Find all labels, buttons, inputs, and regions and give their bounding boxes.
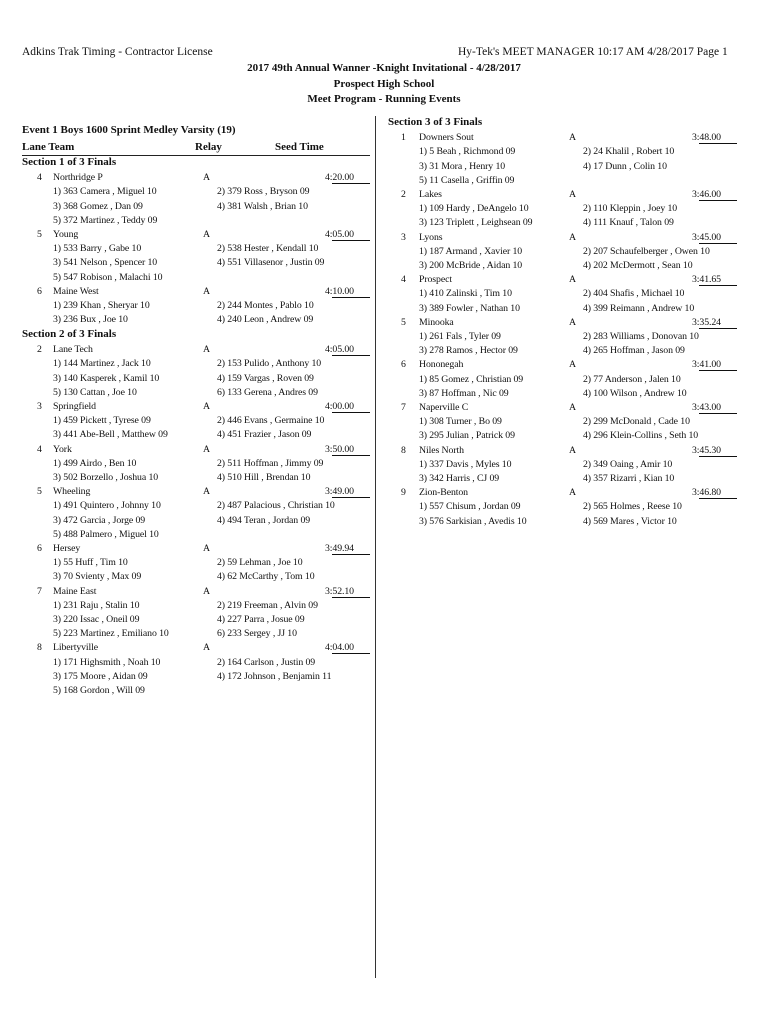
runner-entry: 2) 207 Schaufelberger , Owen 10 (583, 245, 710, 257)
seed-time: 4:05.00 (325, 229, 354, 240)
lane-number: 5 (401, 316, 406, 328)
lane-number: 4 (37, 443, 42, 455)
runner-entry: 1) 144 Martinez , Jack 10 (53, 358, 151, 370)
team-name: Prospect (419, 274, 452, 286)
runner-entry: 2) 77 Anderson , Jalen 10 (583, 373, 681, 385)
runner-entry: 2) 565 Holmes , Reese 10 (583, 501, 682, 513)
runner-entry: 2) 349 Oaing , Amir 10 (583, 458, 673, 470)
lane-number: 8 (37, 642, 42, 654)
runner-entry: 3) 31 Mora , Henry 10 (419, 160, 506, 172)
runner-entry: 4) 159 Vargas , Roven 09 (217, 372, 314, 384)
team-name: Naperville C (419, 402, 469, 413)
runner-entry: 4) 510 Hill , Brendan 10 (217, 472, 311, 483)
lane-number: 8 (401, 444, 406, 456)
runner-entry: 4) 381 Walsh , Brian 10 (217, 200, 308, 212)
seed-underline (699, 498, 737, 499)
team-name: Hersey (53, 543, 81, 554)
seed-time: 3:46.00 (692, 189, 721, 200)
relay-letter: A (569, 487, 576, 499)
seed-underline (699, 370, 737, 371)
runner-entry: 4) 111 Knauf , Talon 09 (583, 217, 674, 229)
runner-entry: 4) 227 Parra , Josue 09 (217, 614, 305, 625)
seed-time: 3:45.00 (692, 231, 721, 243)
seed-time: 4:05.00 (325, 344, 354, 356)
runner-entry: 1) 231 Raju , Stalin 10 (53, 599, 140, 611)
relay-letter: A (569, 316, 576, 328)
runner-entry: 4) 202 McDermott , Sean 10 (583, 260, 693, 271)
relay-letter: A (203, 285, 210, 297)
seed-underline (699, 285, 737, 286)
runner-entry: 2) 299 McDonald , Cade 10 (583, 416, 690, 428)
seed-underline (332, 497, 370, 498)
runner-entry: 4) 100 Wilson , Andrew 10 (583, 387, 687, 399)
runner-entry: 3) 342 Harris , CJ 09 (419, 473, 500, 484)
seed-underline (332, 183, 370, 184)
seed-underline (332, 297, 370, 298)
relay-letter: A (203, 443, 210, 455)
lane-number: 1 (401, 132, 406, 144)
team-name: Minooka (419, 316, 454, 328)
header-right-text: Hy-Tek's MEET MANAGER 10:17 AM 4/28/2017 Page 1 (458, 46, 728, 58)
runner-entry: 4) 17 Dunn , Colin 10 (583, 160, 667, 172)
runner-entry: 1) 410 Zalinski , Tim 10 (419, 288, 512, 300)
runner-entry: 2) 379 Ross , Bryson 09 (217, 186, 310, 198)
runner-entry: 3) 220 Issac , Oneil 09 (53, 614, 140, 625)
seed-time: 3:35.24 (692, 316, 721, 328)
runner-entry: 6) 233 Sergey , JJ 10 (217, 628, 297, 640)
runner-entry: 1) 187 Armand , Xavier 10 (419, 245, 523, 257)
lane-number: 6 (37, 285, 42, 297)
relay-letter: A (569, 359, 576, 371)
runner-entry: 3) 140 Kasperek , Kamil 10 (53, 372, 160, 384)
seed-time: 3:41.00 (692, 359, 721, 371)
runner-entry: 2) 59 Lehman , Joe 10 (217, 557, 303, 569)
relay-letter: A (203, 401, 210, 412)
relay-letter: A (569, 444, 576, 456)
seed-underline (699, 456, 737, 457)
runner-entry: 1) 533 Barry , Gabe 10 (53, 243, 142, 255)
seed-time: 3:50.00 (325, 443, 354, 455)
runner-entry: 2) 538 Hester , Kendall 10 (217, 243, 319, 255)
seed-underline (332, 653, 370, 654)
lane-number: 7 (37, 585, 42, 597)
runner-entry: 2) 511 Hoffman , Jimmy 09 (217, 457, 324, 469)
seed-time: 3:45.30 (692, 444, 721, 456)
runner-entry: 1) 55 Huff , Tim 10 (53, 557, 128, 569)
relay-letter: A (569, 189, 576, 200)
runner-entry: 5) 223 Martinez , Emiliano 10 (53, 628, 169, 640)
team-name: Maine West (53, 285, 99, 297)
seed-underline (332, 240, 370, 241)
seed-underline (332, 412, 370, 413)
runner-entry: 2) 244 Montes , Pablo 10 (217, 300, 314, 311)
runner-entry: 5) 168 Gordon , Will 09 (53, 685, 145, 696)
team-name: Wheeling (53, 486, 91, 498)
runner-entry: 4) 451 Frazier , Jason 09 (217, 429, 312, 441)
lane-number: 9 (401, 487, 406, 499)
runner-entry: 3) 472 Garcia , Jorge 09 (53, 514, 146, 526)
lane-number: 6 (401, 359, 406, 371)
runner-entry: 4) 551 Villasenor , Justin 09 (217, 257, 325, 269)
runner-entry: 1) 308 Turner , Bo 09 (419, 416, 502, 428)
relay-letter: A (203, 585, 210, 597)
runner-entry: 3) 541 Nelson , Spencer 10 (53, 257, 158, 269)
runner-entry: 4) 569 Mares , Victor 10 (583, 515, 677, 527)
section-heading: Section 2 of 3 Finals (22, 328, 117, 340)
runner-entry: 5) 372 Martinez , Teddy 09 (53, 214, 158, 226)
runner-entry: 5) 130 Cattan , Joe 10 (53, 386, 137, 398)
runner-entry: 3) 123 Triplett , Leighsean 09 (419, 217, 533, 229)
seed-time: 3:43.00 (692, 402, 721, 413)
team-name: Lyons (419, 231, 443, 243)
team-name: Northridge P (53, 172, 103, 184)
runner-entry: 2) 110 Kleppin , Joey 10 (583, 203, 678, 215)
runner-entry: 4) 296 Klein-Collins , Seth 10 (583, 430, 699, 442)
runner-entry: 4) 62 McCarthy , Tom 10 (217, 571, 315, 583)
seed-time: 4:10.00 (325, 285, 354, 297)
team-name: Hononegah (419, 359, 464, 371)
team-name: Springfield (53, 401, 96, 412)
lane-number: 2 (401, 189, 406, 200)
runner-entry: 2) 404 Shafis , Michael 10 (583, 288, 685, 300)
team-name: Niles North (419, 444, 464, 456)
relay-letter: A (203, 486, 210, 498)
runner-entry: 4) 357 Rizarri , Kian 10 (583, 473, 675, 484)
seed-time: 4:04.00 (325, 642, 354, 654)
seed-underline (332, 455, 370, 456)
runner-entry: 3) 295 Julian , Patrick 09 (419, 430, 515, 442)
runner-entry: 2) 487 Palacious , Christian 10 (217, 500, 335, 512)
lane-number: 3 (37, 401, 42, 412)
col-header-relay: Relay (195, 141, 222, 153)
runner-entry: 5) 11 Casella , Griffin 09 (419, 174, 515, 186)
relay-letter: A (569, 274, 576, 286)
runner-entry: 2) 24 Khalil , Robert 10 (583, 146, 675, 158)
team-name: Lakes (419, 189, 442, 200)
meet-title: 2017 49th Annual Wanner -Knight Invitational - 4/28/2017 (247, 62, 521, 74)
runner-entry: 3) 278 Ramos , Hector 09 (419, 345, 518, 357)
lane-number: 2 (37, 344, 42, 356)
runner-entry: 2) 153 Pulido , Anthony 10 (217, 358, 322, 370)
lane-number: 5 (37, 486, 42, 498)
relay-letter: A (203, 229, 210, 240)
seed-time: 3:52.10 (325, 585, 354, 597)
section-heading: Section 1 of 3 Finals (22, 156, 117, 168)
runner-entry: 3) 502 Borzello , Joshua 10 (53, 472, 159, 483)
runner-entry: 3) 441 Abe-Bell , Matthew 09 (53, 429, 168, 441)
seed-time: 3:49.00 (325, 486, 354, 498)
runner-entry: 3) 368 Gomez , Dan 09 (53, 200, 143, 212)
team-name: Zion-Benton (419, 487, 468, 499)
runner-entry: 1) 459 Pickett , Tyrese 09 (53, 415, 151, 427)
runner-entry: 3) 87 Hoffman , Nic 09 (419, 387, 509, 399)
runner-entry: 1) 261 Fals , Tyler 09 (419, 331, 501, 342)
seed-underline (332, 554, 370, 555)
relay-letter: A (569, 132, 576, 144)
runner-entry: 1) 337 Davis , Myles 10 (419, 458, 512, 470)
event-title: Event 1 Boys 1600 Sprint Medley Varsity (19) (22, 124, 236, 136)
relay-letter: A (203, 172, 210, 184)
runner-entry: 1) 363 Camera , Miguel 10 (53, 186, 157, 198)
lane-number: 5 (37, 229, 42, 240)
runner-entry: 1) 499 Airdo , Ben 10 (53, 457, 137, 469)
relay-letter: A (569, 231, 576, 243)
lane-number: 7 (401, 402, 406, 413)
runner-entry: 2) 446 Evans , Germaine 10 (217, 415, 325, 427)
runner-entry: 2) 283 Williams , Donovan 10 (583, 331, 699, 342)
team-name: Young (53, 229, 79, 240)
runner-entry: 1) 109 Hardy , DeAngelo 10 (419, 203, 529, 215)
runner-entry: 4) 172 Johnson , Benjamin 11 (217, 670, 332, 682)
lane-number: 4 (401, 274, 406, 286)
lane-number: 3 (401, 231, 406, 243)
team-name: Maine East (53, 585, 97, 597)
runner-entry: 5) 488 Palmero , Miguel 10 (53, 528, 159, 540)
team-name: Downers Sout (419, 132, 474, 144)
runner-entry: 3) 236 Bux , Joe 10 (53, 314, 128, 326)
seed-underline (332, 355, 370, 356)
runner-entry: 1) 239 Khan , Sheryar 10 (53, 300, 150, 311)
lane-number: 4 (37, 172, 42, 184)
runner-entry: 1) 85 Gomez , Christian 09 (419, 373, 524, 385)
seed-time: 3:49.94 (325, 543, 354, 554)
runner-entry: 3) 576 Sarkisian , Avedis 10 (419, 515, 527, 527)
relay-letter: A (203, 642, 210, 654)
col-header-lane-team: Lane Team (22, 141, 75, 153)
relay-letter: A (569, 402, 576, 413)
seed-underline (332, 597, 370, 598)
runner-entry: 4) 494 Teran , Jordan 09 (217, 514, 311, 526)
relay-letter: A (203, 344, 210, 356)
seed-time: 3:48.00 (692, 132, 721, 144)
relay-letter: A (203, 543, 210, 554)
header-left-text: Adkins Trak Timing - Contractor License (22, 46, 213, 58)
runner-entry: 5) 547 Robison , Malachi 10 (53, 271, 163, 283)
runner-entry: 1) 491 Quintero , Johnny 10 (53, 500, 161, 512)
seed-underline (699, 328, 737, 329)
runner-entry: 3) 175 Moore , Aidan 09 (53, 670, 148, 682)
column-divider (375, 116, 376, 978)
venue-title: Prospect High School (333, 78, 435, 90)
runner-entry: 1) 557 Chisum , Jordan 09 (419, 501, 521, 513)
runner-entry: 2) 219 Freeman , Alvin 09 (217, 599, 318, 611)
runner-entry: 1) 5 Beah , Richmond 09 (419, 146, 516, 158)
program-title: Meet Program - Running Events (307, 93, 461, 105)
seed-time: 4:20.00 (325, 172, 354, 184)
seed-time: 3:41.65 (692, 274, 721, 286)
runner-entry: 6) 133 Gerena , Andres 09 (217, 386, 318, 398)
runner-entry: 1) 171 Highsmith , Noah 10 (53, 656, 161, 668)
runner-entry: 4) 265 Hoffman , Jason 09 (583, 345, 685, 357)
runner-entry: 3) 70 Svienty , Max 09 (53, 571, 142, 583)
seed-underline (699, 143, 737, 144)
team-name: York (53, 443, 72, 455)
lane-number: 6 (37, 543, 42, 554)
runner-entry: 2) 164 Carlson , Justin 09 (217, 656, 316, 668)
col-header-seed-time: Seed Time (275, 141, 324, 153)
section-heading: Section 3 of 3 Finals (388, 116, 483, 128)
runner-entry: 4) 240 Leon , Andrew 09 (217, 314, 314, 326)
team-name: Lane Tech (53, 344, 93, 356)
seed-time: 3:46.80 (692, 487, 721, 499)
seed-time: 4:00.00 (325, 401, 354, 412)
runner-entry: 3) 200 McBride , Aidan 10 (419, 260, 523, 271)
team-name: Libertyville (53, 642, 99, 654)
seed-underline (699, 200, 737, 201)
runner-entry: 3) 389 Fowler , Nathan 10 (419, 302, 520, 314)
seed-underline (699, 413, 737, 414)
runner-entry: 4) 399 Reimann , Andrew 10 (583, 302, 695, 314)
seed-underline (699, 243, 737, 244)
